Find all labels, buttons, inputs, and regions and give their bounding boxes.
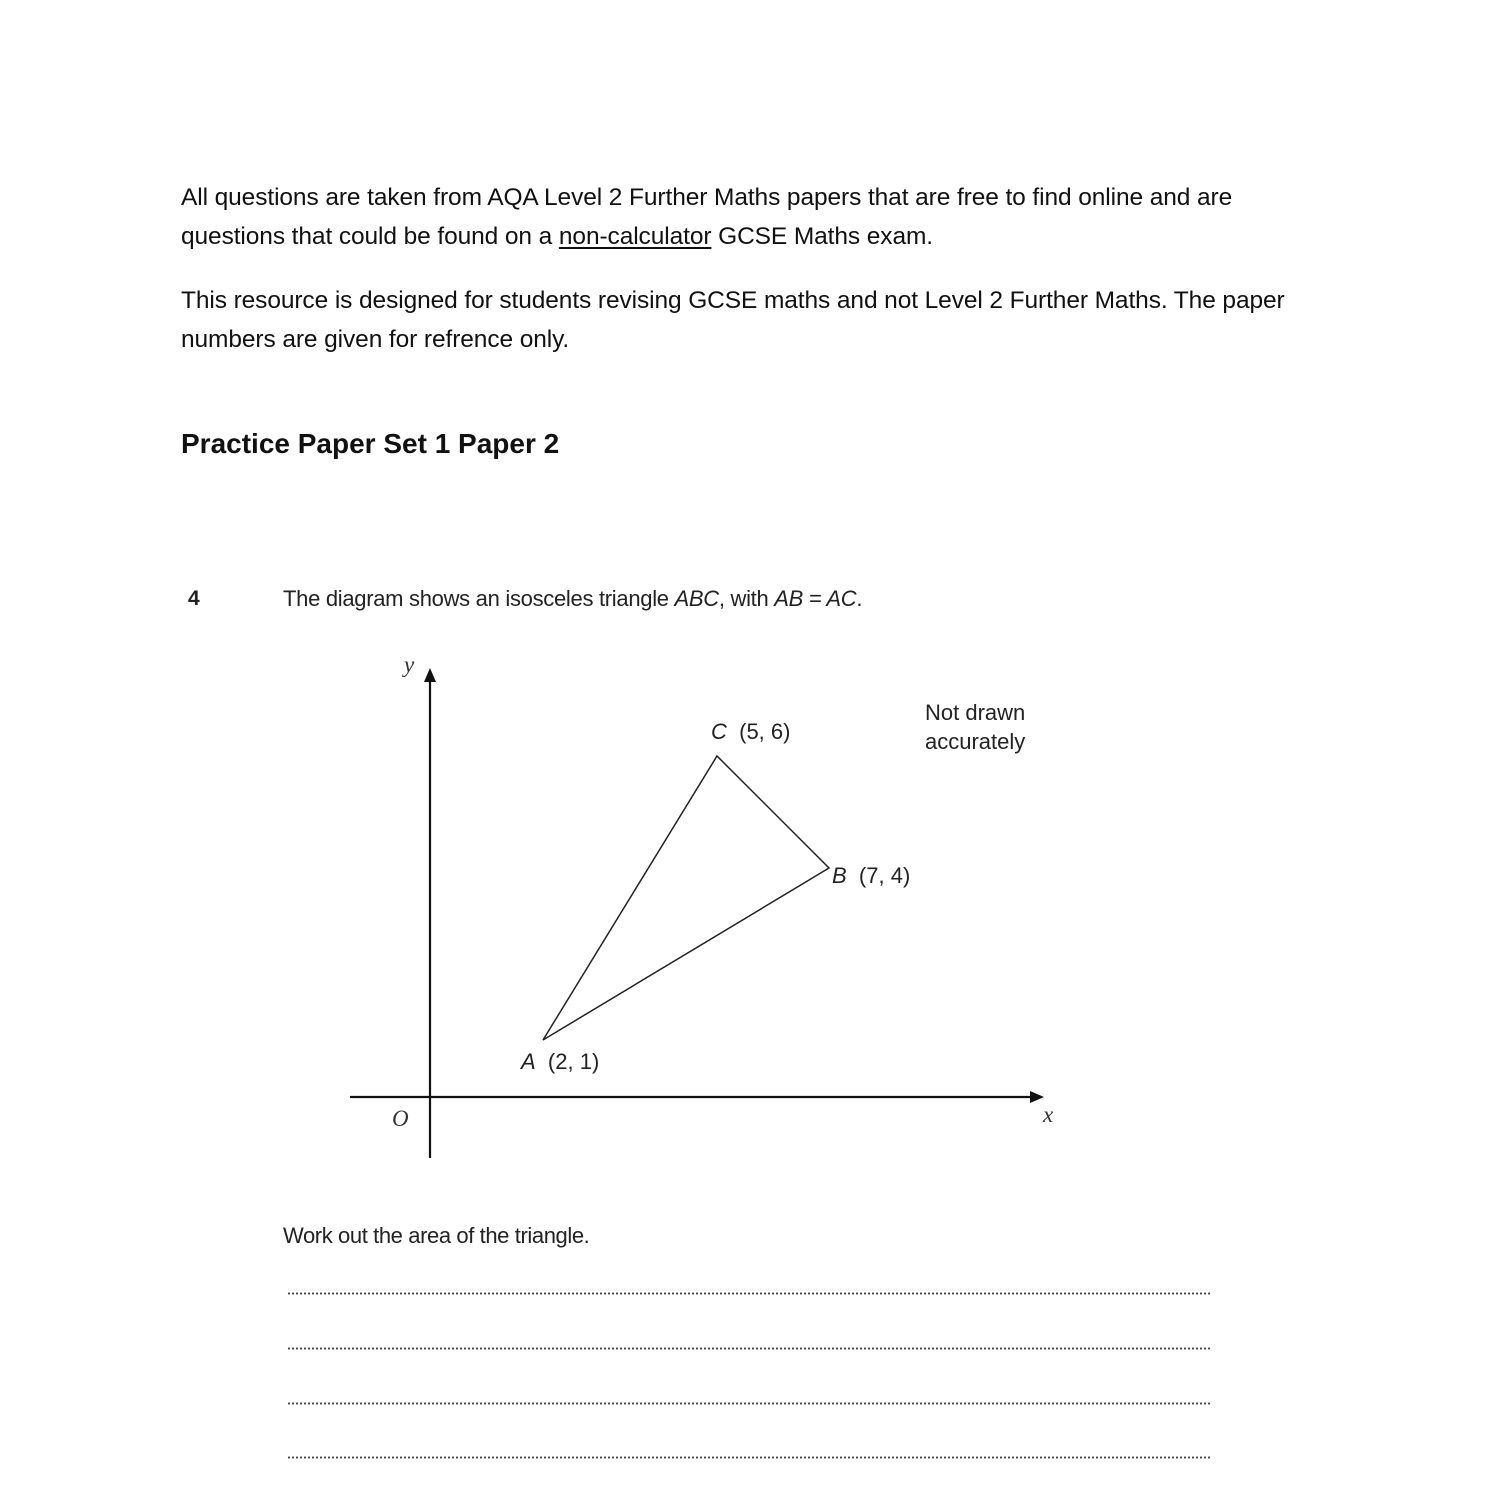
intro-paragraph-2: This resource is designed for students revising GCSE maths and not Level 2 Further Maths. The paper numbers are given for refrence only. <box>181 287 1285 353</box>
answer-line-2[interactable] <box>287 1347 1210 1350</box>
note-line-1: Not drawn <box>925 700 1026 725</box>
side-equality: AB = AC <box>774 586 857 611</box>
x-axis-arrow-icon <box>1030 1091 1044 1103</box>
vertex-b-name: B <box>832 863 847 888</box>
question-text-start: The diagram shows an isosceles triangle <box>283 586 675 611</box>
intro-text-end: GCSE Maths exam. <box>711 223 933 250</box>
not-drawn-accurately-note <box>925 698 1025 756</box>
answer-line-3[interactable] <box>287 1402 1210 1405</box>
intro-text: All questions are taken from AQA Level 2 Further Maths papers that are free to find online and are questions that could be found on a <box>181 184 1233 250</box>
vertex-c-name: C <box>711 719 727 744</box>
note-line-2: accurately <box>925 729 1026 754</box>
question-number: 4 <box>188 587 200 610</box>
non-calculator-emphasis: non-calculator <box>558 223 712 250</box>
vertex-b-coords: (7, 4) <box>858 863 911 888</box>
question-instruction: Work out the area of the triangle. <box>283 1223 590 1248</box>
origin-label: O <box>392 1106 409 1131</box>
question-text-middle: , with <box>718 586 775 611</box>
answer-line-4[interactable] <box>287 1456 1210 1459</box>
y-axis-label: y <box>404 652 415 677</box>
answer-line-1[interactable] <box>287 1292 1210 1295</box>
vertex-c-coords: (5, 6) <box>739 719 791 744</box>
vertex-b-label <box>832 863 910 889</box>
x-axis-label: x <box>1043 1102 1054 1127</box>
section-heading: Practice Paper Set 1 Paper 2 <box>181 428 560 459</box>
vertex-a-name: A <box>521 1049 536 1074</box>
y-axis-arrow-icon <box>424 668 436 682</box>
vertex-a-coords: (2, 1) <box>547 1049 600 1074</box>
vertex-c-label <box>711 719 790 745</box>
question-text-end: . <box>856 586 863 611</box>
triangle-name: ABC <box>674 586 719 611</box>
triangle-abc <box>543 756 829 1040</box>
vertex-a-label <box>521 1049 599 1075</box>
